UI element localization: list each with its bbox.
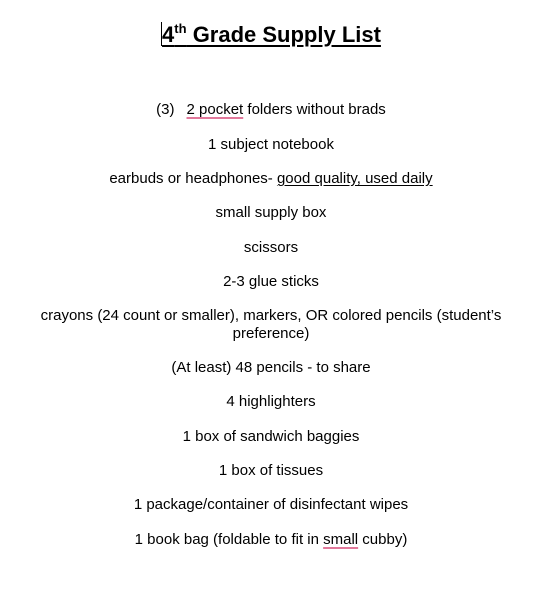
list-item: 1 box of tissues <box>218 462 324 479</box>
list-item: 2-3 glue sticks <box>223 273 319 290</box>
quantity-prefix: (3) <box>156 101 175 118</box>
list-item <box>20 101 522 119</box>
title-text <box>162 22 381 47</box>
list-item <box>20 531 522 549</box>
title-ordinal-suffix: th <box>174 21 187 36</box>
page-title <box>0 20 542 50</box>
title-rest: Grade Supply List <box>186 22 381 47</box>
list-item: (At least) 48 pencils - to share <box>171 359 371 376</box>
list-item-text: 1 book bag (foldable to fit in <box>134 531 324 548</box>
list-item: 4 highlighters <box>226 393 316 410</box>
underlined-text: good quality, used daily <box>276 170 433 187</box>
list-item-text: cubby) <box>358 531 408 548</box>
list-item <box>20 170 522 188</box>
list-item: 1 box of sandwich baggies <box>182 428 360 445</box>
list-item: crayons (24 count or smaller), markers, OR colored pencils (student’s preference) <box>40 307 502 342</box>
list-item: 1 subject notebook <box>208 136 334 153</box>
list-item: 1 package/container of disinfectant wipes <box>133 496 409 513</box>
list-item: small supply box <box>215 204 327 221</box>
spellcheck-flagged-text: 2 pocket <box>186 101 244 118</box>
list-item-text: earbuds or headphones- <box>109 170 277 187</box>
list-item: scissors <box>243 239 299 256</box>
spellcheck-flagged-text: small <box>323 531 359 548</box>
title-number: 4 <box>162 22 175 47</box>
list-item-text: folders without brads <box>243 101 386 118</box>
